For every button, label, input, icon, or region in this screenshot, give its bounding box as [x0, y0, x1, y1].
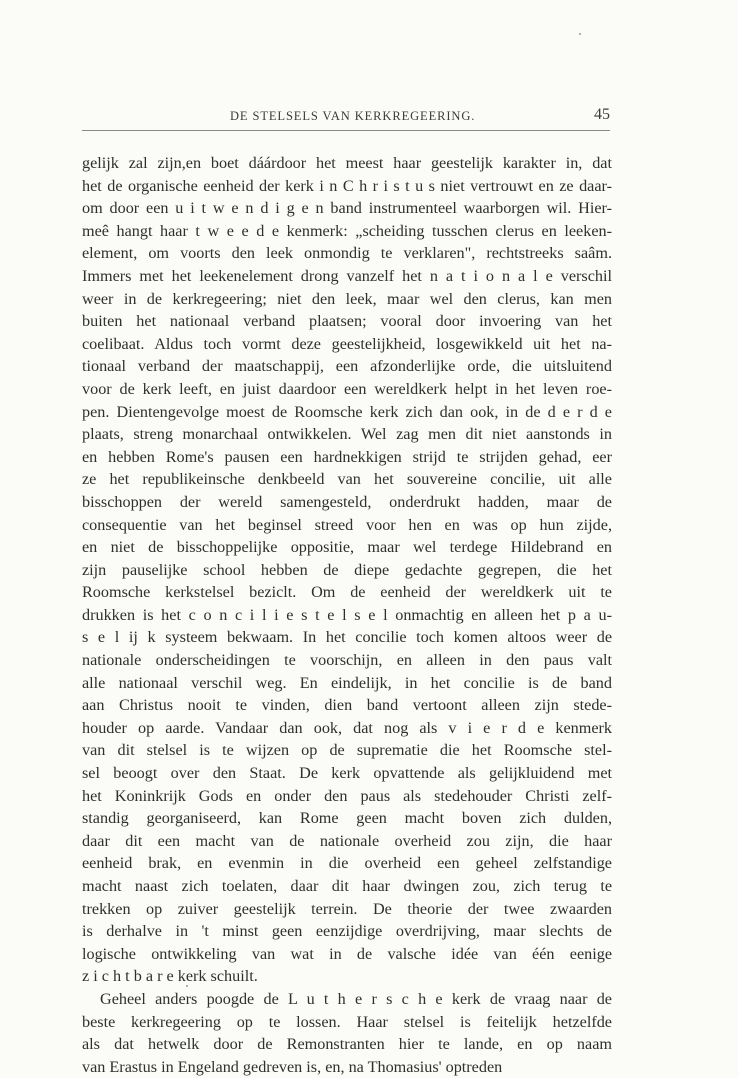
- text-line: om door een u i t w e n d i g e n band instrumenteel waarborgen wil. Hier-: [82, 199, 612, 218]
- text-line: is derhalve in 't minst geen eenzijdige overdrijving, maar slechts de: [82, 922, 612, 941]
- text-line: macht naast zich toelaten, daar dit haar dwingen zou, zich terug te: [82, 877, 612, 895]
- text-line: standig georganiseerd, kan Rome geen macht boven zich dulden,: [82, 809, 612, 828]
- text-line: trekken op zuiver geestelijk terrein. De theorie der twee zwaarden: [82, 899, 612, 918]
- running-title: DE STELSELS VAN KERKREGEERING.: [230, 109, 476, 123]
- text-line: bisschoppen der wereld samengesteld, onderdrukt hadden, maar de: [82, 492, 612, 511]
- text-line: het Koninkrijk Gods en onder den paus als stedehouder Christi zelf-: [82, 786, 612, 805]
- text-line: logische ontwikkeling van wat in de valsche idée van één eenige: [82, 944, 612, 963]
- text-line: van dit stelsel is te wijzen op de suprematie die het Roomsche stel-: [82, 741, 612, 760]
- text-line: zijn pauselijke school hebben de diepe gedachte gegrepen, die het: [82, 560, 612, 579]
- text-line: nationale onderscheidingen te voorschijn, en alleen in den paus valt: [82, 651, 612, 670]
- text-line: beste kerkregeering op te lossen. Haar stelsel is feitelijk hetzelfde: [82, 1012, 612, 1031]
- body-text: [82, 152, 612, 1078]
- text-line: gelijk zal zijn,en boet dáárdoor het meest haar geestelijk karakter in, dat: [82, 154, 612, 172]
- text-line: meê hangt haar t w e e d e kenmerk: „scheiding tusschen clerus en leeken-: [82, 221, 612, 240]
- text-line: van Erastus in Engeland gedreven is, en, na Thomasius' optreden: [82, 1057, 503, 1076]
- text-line: Geheel anders poogde de L u t h e r s c h e kerk de vraag naar de: [100, 989, 612, 1008]
- text-line: pen. Dientengevolge moest de Roomsche kerk zich dan ook, in de d e r d e: [82, 402, 612, 421]
- text-line: consequentie van het beginsel streed voor hen en was op hun zijde,: [82, 515, 612, 534]
- page-header: [82, 106, 610, 130]
- text-line: buiten het nationaal verband plaatsen; vooral door invoering van het: [82, 312, 612, 331]
- text-line: z i c h t b a r e kerk schuilt.: [82, 967, 258, 986]
- text-line: weer in de kerkregeering; niet den leek, maar wel den clerus, kan men: [82, 289, 612, 308]
- text-line: houder op aarde. Vandaar dan ook, dat nog als v i e r d e kenmerk: [82, 718, 612, 737]
- text-line: en niet de bisschoppelijke oppositie, maar wel terdege Hildebrand en: [82, 538, 612, 557]
- text-line: eenheid brak, en evenmin in die overheid een geheel zelfstandige: [82, 854, 612, 873]
- header-rule: [82, 130, 610, 131]
- text-line: als dat hetwelk door de Remonstranten hier te lande, en op naam: [82, 1035, 612, 1054]
- text-line: Immers met het leekenelement drong vanzelf het n a t i o n a l e verschil: [82, 266, 612, 285]
- text-line: ze het republikeinsche denkbeeld van het souvereine concilie, uit alle: [82, 470, 612, 489]
- text-line: aan Christus nooit te vinden, dien band vertoont alleen zijn stede-: [82, 696, 612, 715]
- text-line: alle nationaal verschil weg. En eindelijk, in het concilie is de band: [82, 673, 612, 692]
- text-line: sel beoogt over den Staat. De kerk opvattende als gelijkluidend met: [82, 764, 612, 783]
- paper-speck: [186, 985, 188, 987]
- page-number: 45: [594, 106, 610, 123]
- text-line: en hebben Rome's pausen een hardnekkigen strijd te strijden gehad, eer: [82, 447, 612, 466]
- text-line: tionaal verband der maatschappij, een afzonderlijke orde, die uitsluitend: [82, 357, 612, 376]
- text-line: drukken is het c o n c i l i e s t e l s e l onmachtig en alleen het p a u-: [82, 605, 612, 624]
- paper-speck: [579, 33, 581, 35]
- text-line: element, om voorts den leek onmondig te verklaren", rechtstreeks saâm.: [82, 244, 612, 263]
- text-line: voor de kerk leeft, en juist daardoor een wereldkerk helpt in het leven roe-: [82, 379, 612, 398]
- text-line: plaats, streng monarchaal ontwikkelen. Wel zag men dit niet aanstonds in: [82, 425, 612, 444]
- text-line: Roomsche kerkstelsel beziclt. Om de eenheid der wereldkerk uit te: [82, 583, 612, 602]
- text-line: s e l ij k systeem bekwaam. In het concilie toch komen altoos weer de: [82, 628, 612, 647]
- text-line: coelibaat. Aldus toch vormt deze geestelijkheid, losgewikkeld uit het na-: [82, 334, 612, 353]
- text-line: daar dit een macht van de nationale overheid zou zijn, die haar: [82, 831, 612, 850]
- text-line: het de organische eenheid der kerk i n C h r i s t u s niet vertrouwt en ze daar-: [82, 176, 612, 195]
